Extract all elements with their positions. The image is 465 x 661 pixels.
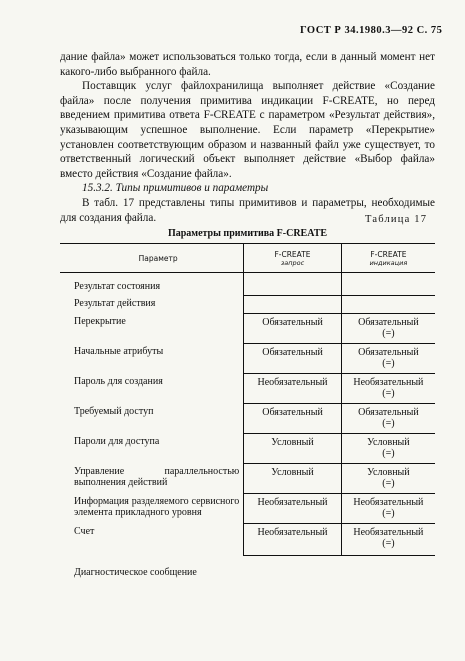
row-indication-value: Необязательный bbox=[353, 526, 424, 538]
row-indication-equal: (=) bbox=[382, 417, 395, 429]
row-request bbox=[244, 295, 342, 313]
row-param: Результат состояния bbox=[74, 281, 161, 292]
row-indication bbox=[341, 433, 435, 463]
row-indication bbox=[341, 295, 435, 313]
parameters-table bbox=[60, 243, 435, 585]
row-indication-value: Обязательный bbox=[358, 316, 419, 328]
paragraph-3: В табл. 17 представлены типы примитивов и параметры, необходимые для создания файла. bbox=[60, 196, 435, 224]
row-indication-equal: (=) bbox=[382, 327, 395, 339]
row-indication-equal: (=) bbox=[382, 447, 395, 459]
table-row bbox=[60, 433, 435, 463]
row-param: Пароль для создания bbox=[74, 376, 163, 387]
table-row bbox=[60, 373, 435, 403]
row-indication bbox=[341, 343, 435, 373]
header-request bbox=[244, 244, 342, 273]
row-param: Требуемый доступ bbox=[74, 406, 154, 417]
table-row bbox=[60, 343, 435, 373]
row-indication bbox=[341, 403, 435, 433]
table-header-row bbox=[60, 244, 435, 273]
table-row bbox=[60, 555, 435, 585]
row-request: Обязательный bbox=[244, 313, 342, 343]
row-indication bbox=[341, 273, 435, 296]
paragraph-2: Поставщик услуг файлохранилища выполняет действие «Создание файла» после получения примитива индикации F-CREATE, но перед введением примитива ответа F-CREATE с параметром «Результат действия», указывающим успешное выполнение. Если параметр «Перекрытие» установлен соответствующим образом и названный файл уже существует, то ответственный логический объект выполняет действие «Выбор файла» вместо действия «Создание файла». bbox=[60, 80, 435, 180]
row-indication bbox=[341, 555, 435, 585]
row-indication-equal: (=) bbox=[382, 357, 395, 369]
row-param: Результат действия bbox=[74, 298, 156, 309]
row-param: Счет bbox=[74, 526, 95, 537]
table-number: Таблица 17 bbox=[365, 214, 428, 225]
header-request-sub: запрос bbox=[280, 258, 305, 267]
header-indication-main: F-CREATE bbox=[370, 249, 407, 259]
row-request: Обязательный bbox=[244, 343, 342, 373]
row-request bbox=[244, 555, 342, 585]
table-row bbox=[60, 523, 435, 555]
row-indication bbox=[341, 463, 435, 493]
row-indication-value: Необязательный bbox=[353, 496, 424, 508]
row-request: Условный bbox=[244, 433, 342, 463]
row-request: Необязательный bbox=[244, 493, 342, 523]
section-heading: 15.3.2. Типы примитивов и параметры bbox=[82, 182, 269, 195]
row-indication bbox=[341, 493, 435, 523]
row-indication bbox=[341, 523, 435, 555]
table-row bbox=[60, 493, 435, 523]
table-row bbox=[60, 403, 435, 433]
row-param: Диагностическое сообщение bbox=[74, 567, 197, 578]
row-indication-value: Обязательный bbox=[358, 346, 419, 358]
row-request: Необязательный bbox=[244, 523, 342, 555]
row-param: Информация разделяемого сервисного элемента прикладного уровня bbox=[74, 496, 240, 518]
table-row bbox=[60, 295, 435, 313]
row-param: Начальные атрибуты bbox=[74, 346, 164, 357]
row-indication bbox=[341, 373, 435, 403]
row-request bbox=[244, 273, 342, 296]
table-row bbox=[60, 313, 435, 343]
row-indication-value: Обязательный bbox=[358, 406, 419, 418]
row-indication-equal: (=) bbox=[382, 507, 395, 519]
row-indication-equal: (=) bbox=[382, 387, 395, 399]
header-param: Параметр bbox=[60, 244, 244, 273]
body-text bbox=[60, 50, 435, 225]
table-row bbox=[60, 273, 435, 296]
row-param: Управление параллельностью выполнения действий bbox=[74, 466, 240, 488]
paragraph-1: дание файла» может использоваться только тогда, если в данный момент нет какого-либо выбранного файла. bbox=[60, 51, 435, 78]
table-caption: Параметры примитива F-CREATE bbox=[167, 228, 328, 239]
row-indication-value: Необязательный bbox=[353, 376, 424, 388]
row-indication-equal: (=) bbox=[382, 537, 395, 549]
table-row bbox=[60, 463, 435, 493]
row-request: Необязательный bbox=[244, 373, 342, 403]
row-indication-equal: (=) bbox=[382, 477, 395, 489]
page-header: ГОСТ Р 34.1980.3—92 С. 75 bbox=[300, 25, 443, 36]
row-indication-value: Условный bbox=[367, 436, 410, 448]
row-param: Перекрытие bbox=[74, 316, 126, 327]
header-indication bbox=[341, 244, 435, 273]
row-indication-value: Условный bbox=[367, 466, 410, 478]
header-indication-sub: индикация bbox=[369, 258, 408, 267]
row-request: Обязательный bbox=[244, 403, 342, 433]
row-indication bbox=[341, 313, 435, 343]
header-request-main: F-CREATE bbox=[274, 249, 311, 259]
row-param: Пароли для доступа bbox=[74, 436, 160, 447]
row-request: Условный bbox=[244, 463, 342, 493]
